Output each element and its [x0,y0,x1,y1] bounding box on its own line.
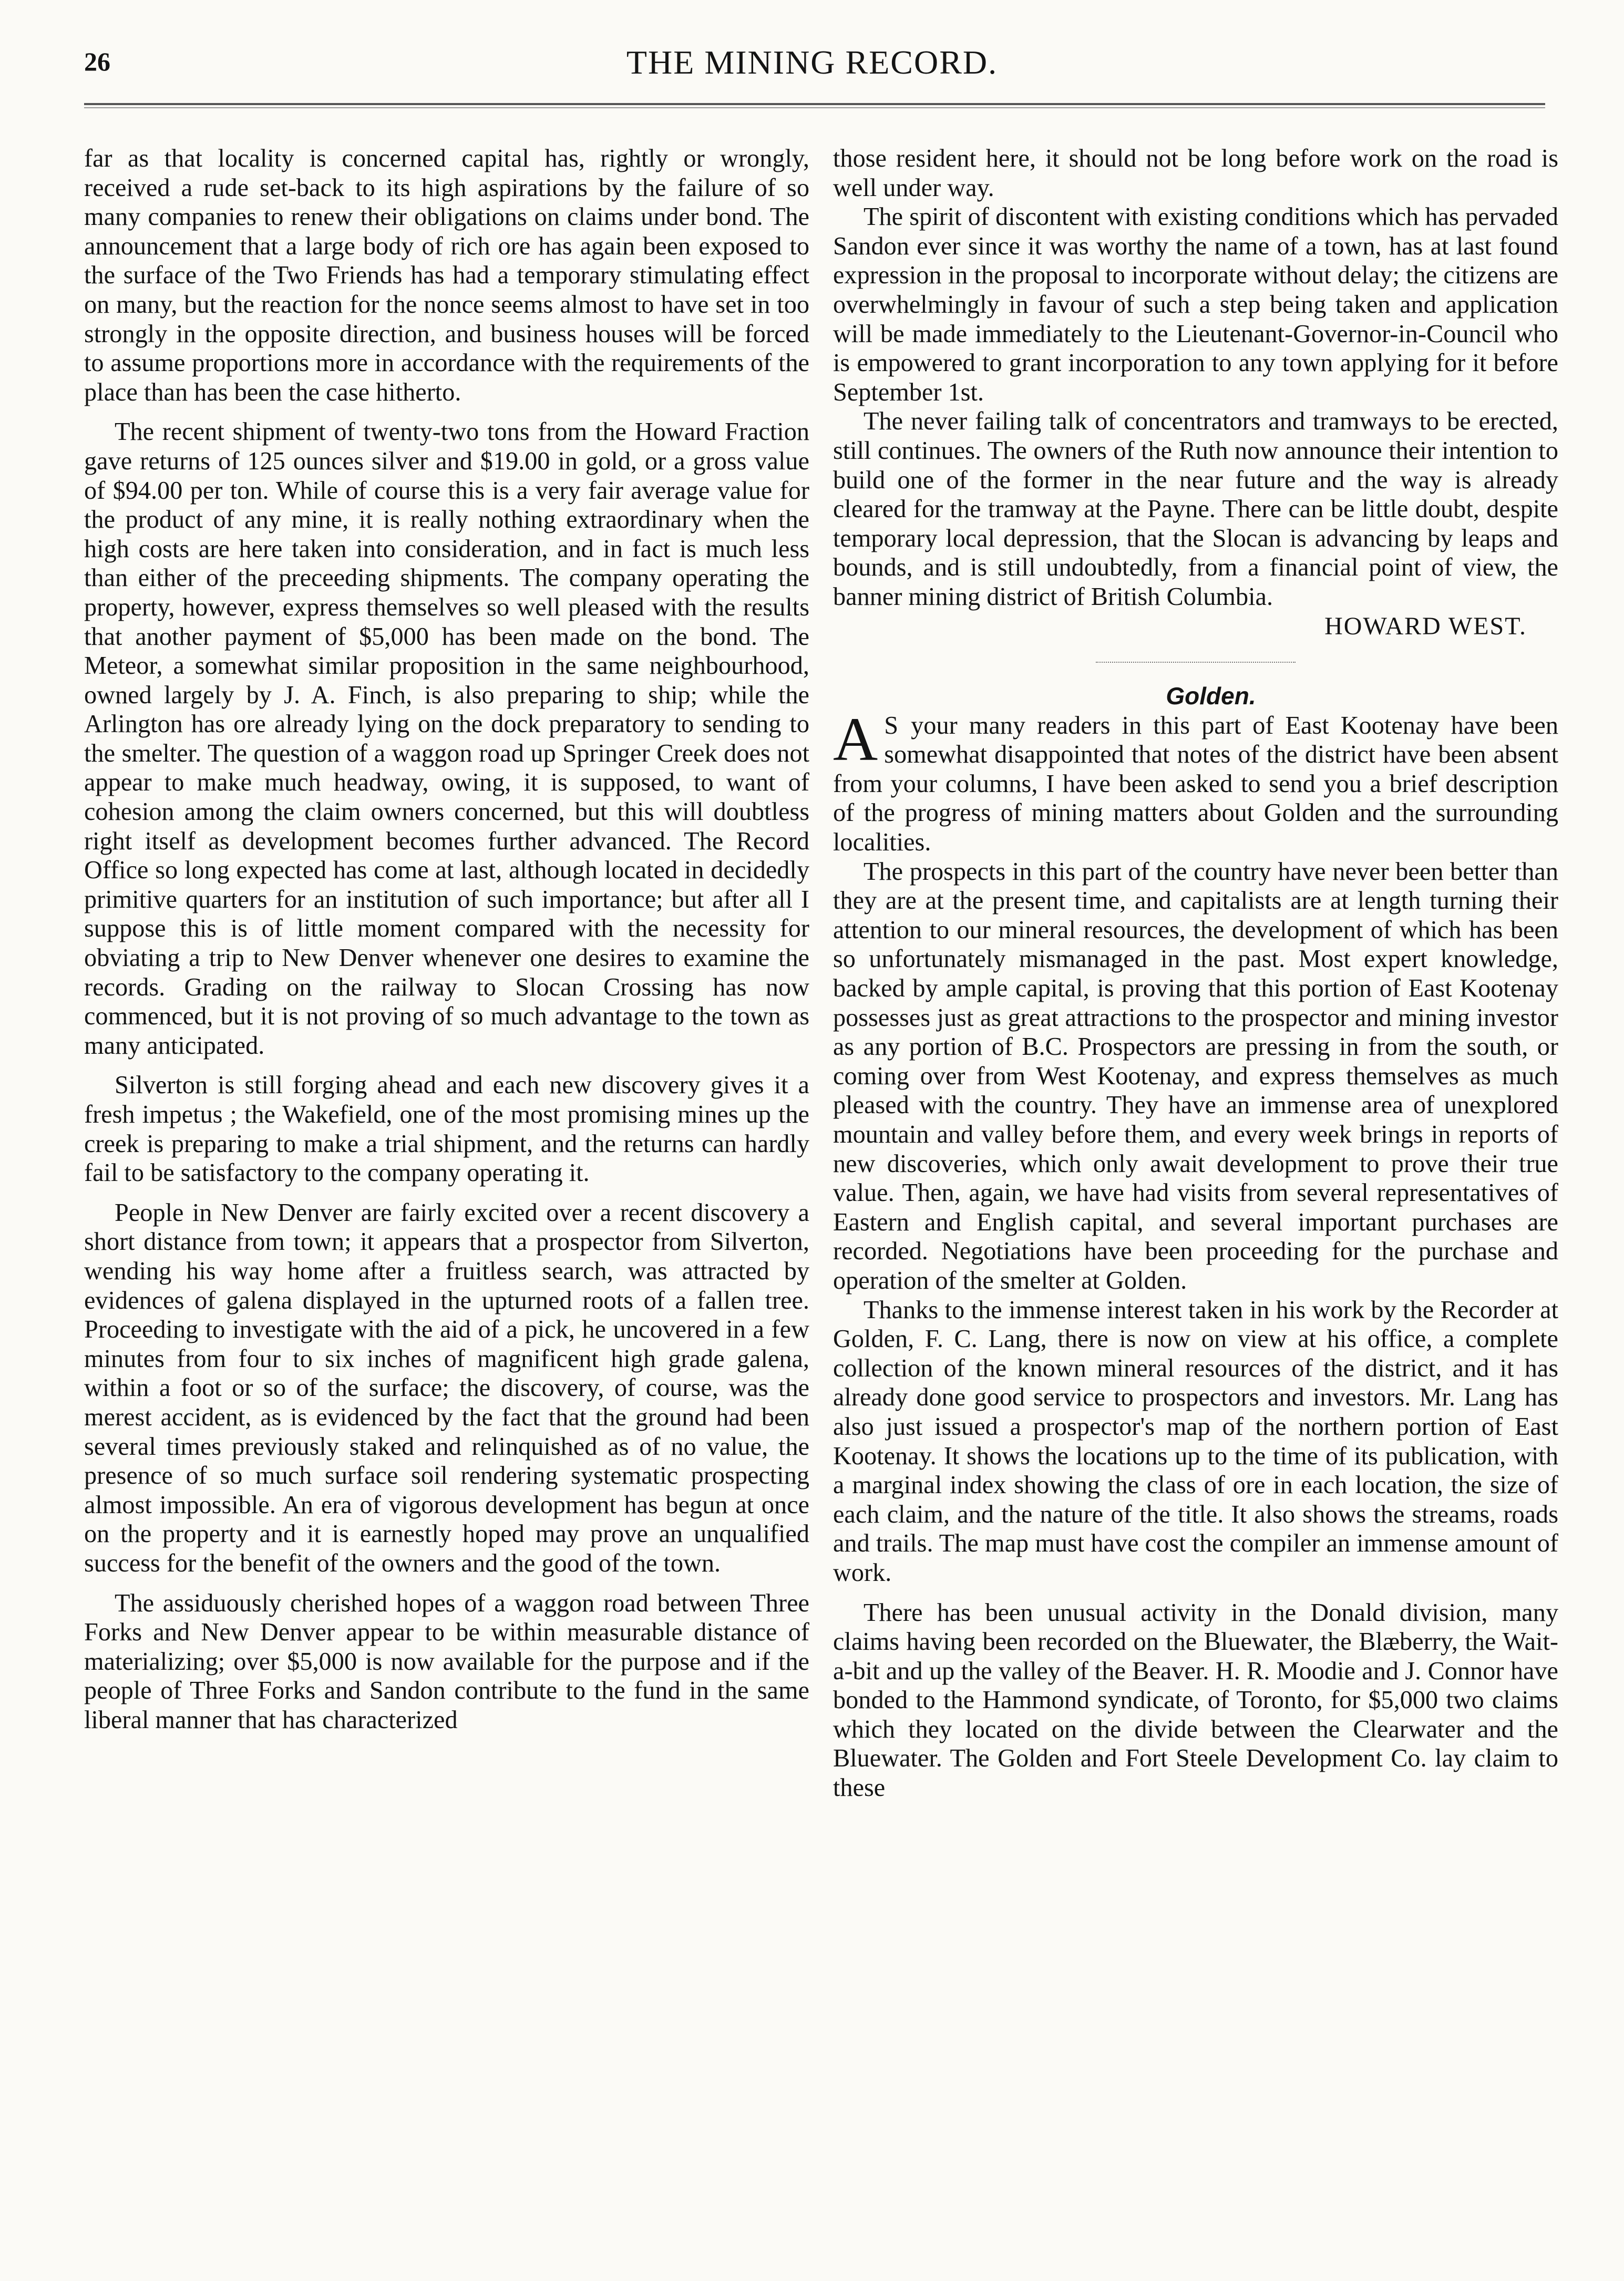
running-head-title: THE MINING RECORD. [626,44,998,81]
golden-intro-text: your many readers in this part of East Kootenay have been somewhat disappointed that notes of the district have been absent from your columns, I have been asked to send you a brief description of the progress of mining matters about Golden and the surrounding localities. [833,711,1558,857]
page-number: 26 [84,47,110,76]
golden-intro-paragraph [833,704,1558,857]
article-paragraph: There has been unusual activity in the Donald division, many claims having been recorded on the Bluewater, the Blæberry, the Wait-a-bit and up the valley of the Beaver. H. R. Moodie and J. Connor have bonded to the Hammond syndicate, of Toronto, for $5,000 two claims which they located on the divide between the Clearwater and the Bluewater. The Golden and Fort Steele Development Co. lay claim to these [833,1598,1558,1802]
article-paragraph: Thanks to the immense interest taken in his work by the Recorder at Golden, F. C. Lang, there is now on view at his office, a complete collection of the known mineral resources of the district, and it has already done good service to prospectors and investors. Mr. Lang has also just issued a prospector's map of the northern portion of East Kootenay. It shows the locations up to the time of its publication, with a marginal index showing the class of ore in each location, the size of each claim, and the nature of the title. It also shows the streams, roads and trails. The map must have cost the compiler an immense amount of work. [833,1296,1558,1587]
drop-cap-continuation: S [884,711,900,739]
article-paragraph: Silverton is still forging ahead and each new discovery gives it a fresh impetus ; the Wakefield, one of the most promising mines up the creek is preparing to make a trial shipment, and the returns can hardly fail to be satisfactory to the company operating it. [84,1071,809,1187]
right-column [833,144,1558,1803]
header-rule [84,103,1545,108]
section-divider [1096,662,1296,663]
article-paragraph: those resident here, it should not be long before work on the road is well under way. [833,145,1558,202]
article-paragraph: The spirit of discontent with existing conditions which has pervaded Sandon ever since it was worthy the name of a town, has at last found expression in the proposal to incorporate without delay; the citizens are overwhelmingly in favour of such a step being taken and application will be made immediately to the Lieutenant-Governor-in-Council who is empowered to grant incorporation to any town applying for it before September 1st. [833,203,1558,406]
article-paragraph: People in New Denver are fairly excited over a recent discovery a short distance from town; it appears that a prospector from Silverton, wending his way home after a fruitless search, was attracted by evidences of galena displayed in the upturned roots of a fallen tree. Proceeding to investigate with the aid of a pick, he uncovered in a few minutes from four to six inches of magnificent high grade galena, within a foot or so of the surface; the discovery, of course, was the merest accident, as is evidenced by the fact that the ground had been several times previously staked and relinquished as of no value, the presence of so much surface soil rendering systematic prospecting almost impossible. An era of vigorous development has begun at once on the property and it is earnestly hoped may prove an unqualified success for the benefit of the owners and the good of the town. [84,1198,809,1577]
section-heading: Golden. [1166,682,1256,710]
article-paragraph: The never failing talk of concentrators and tramways to be erected, still continues. The owners of the Ruth now announce their intention to build one of the former in the near future and the way is already cleared for the tramway at the Payne. There can be little doubt, despite temporary local depression, that the Slocan is advancing by leaps and bounds, and is still undoubtedly, from a financial point of view, the banner mining district of British Columbia. [833,407,1558,611]
article-paragraph: The assiduously cherished hopes of a waggon road between Three Forks and New Denver appear to be within measurable distance of materializing; over $5,000 is now available for the purpose and if the people of Three Forks and Sandon contribute to the fund in the same liberal manner that has characterized [84,1589,809,1734]
author-signature: HOWARD WEST. [1324,612,1527,640]
drop-cap: A [833,704,878,774]
article-paragraph: The prospects in this part of the country have never been better than they are at the present time, and capitalists are at length turning their attention to our mineral resources, the development of which has been so unfortunately mismanaged in the past. Most expert knowledge, backed by ample capital, is proving that this portion of East Kootenay possesses just as great attractions to the prospector and mining investor as any portion of B.C. Prospectors are pressing in from the south, or coming over from West Kootenay, and express themselves as much pleased with the country. They have an immense area of unexplored mountain and valley before them, and every week brings in reports of new discoveries, which only await development to prove their true value. Then, again, we have had visits from several representatives of Eastern and English capital, and several important purchases are recorded. Negotiations have been proceeding for the purchase and operation of the smelter at Golden. [833,857,1558,1294]
article-paragraph: far as that locality is concerned capital has, rightly or wrongly, received a rude set-back to its high aspirations by the failure of so many companies to renew their obligations on claims under bond. The announcement that a large body of rich ore has again been exposed to the surface of the Two Friends has had a temporary stimulating effect on many, but the reaction for the nonce seems almost to have set in too strongly in the opposite direction, and business houses will be forced to assume proportions more in accordance with the requirements of the place than has been the case hitherto. [84,145,809,406]
article-paragraph: The recent shipment of twenty-two tons from the Howard Fraction gave returns of 125 ounces silver and $19.00 in gold, or a gross value of $94.00 per ton. While of course this is a very fair average value for the product of any mine, it is really nothing extraordinary when the high costs are here taken into consideration, and in fact is much less than either of the preceeding shipments. The company operating the property, however, express themselves so well pleased with the results that another payment of $5,000 has been made on the bond. The Meteor, a somewhat similar proposition in the same neighbourhood, owned largely by J. A. Finch, is also preparing to ship; while the Arlington has ore already lying on the dock preparatory to sending to the smelter. The question of a waggon road up Springer Creek does not appear to make much headway, owing, it is supposed, to want of cohesion among the claim owners concerned, but this will doubtless right itself as development becomes further advanced. The Record Office so long expected has come at last, although located in decidedly primitive quarters for an institution of such importance; but after all I suppose this is of little moment compared with the necessity for obviating a trip to New Denver whenever one desires to examine the records. Grading on the railway to Slocan Crossing has now commenced, but it is not proving of so much advantage to the town as many anticipated. [84,418,809,1060]
left-column [84,144,809,1734]
